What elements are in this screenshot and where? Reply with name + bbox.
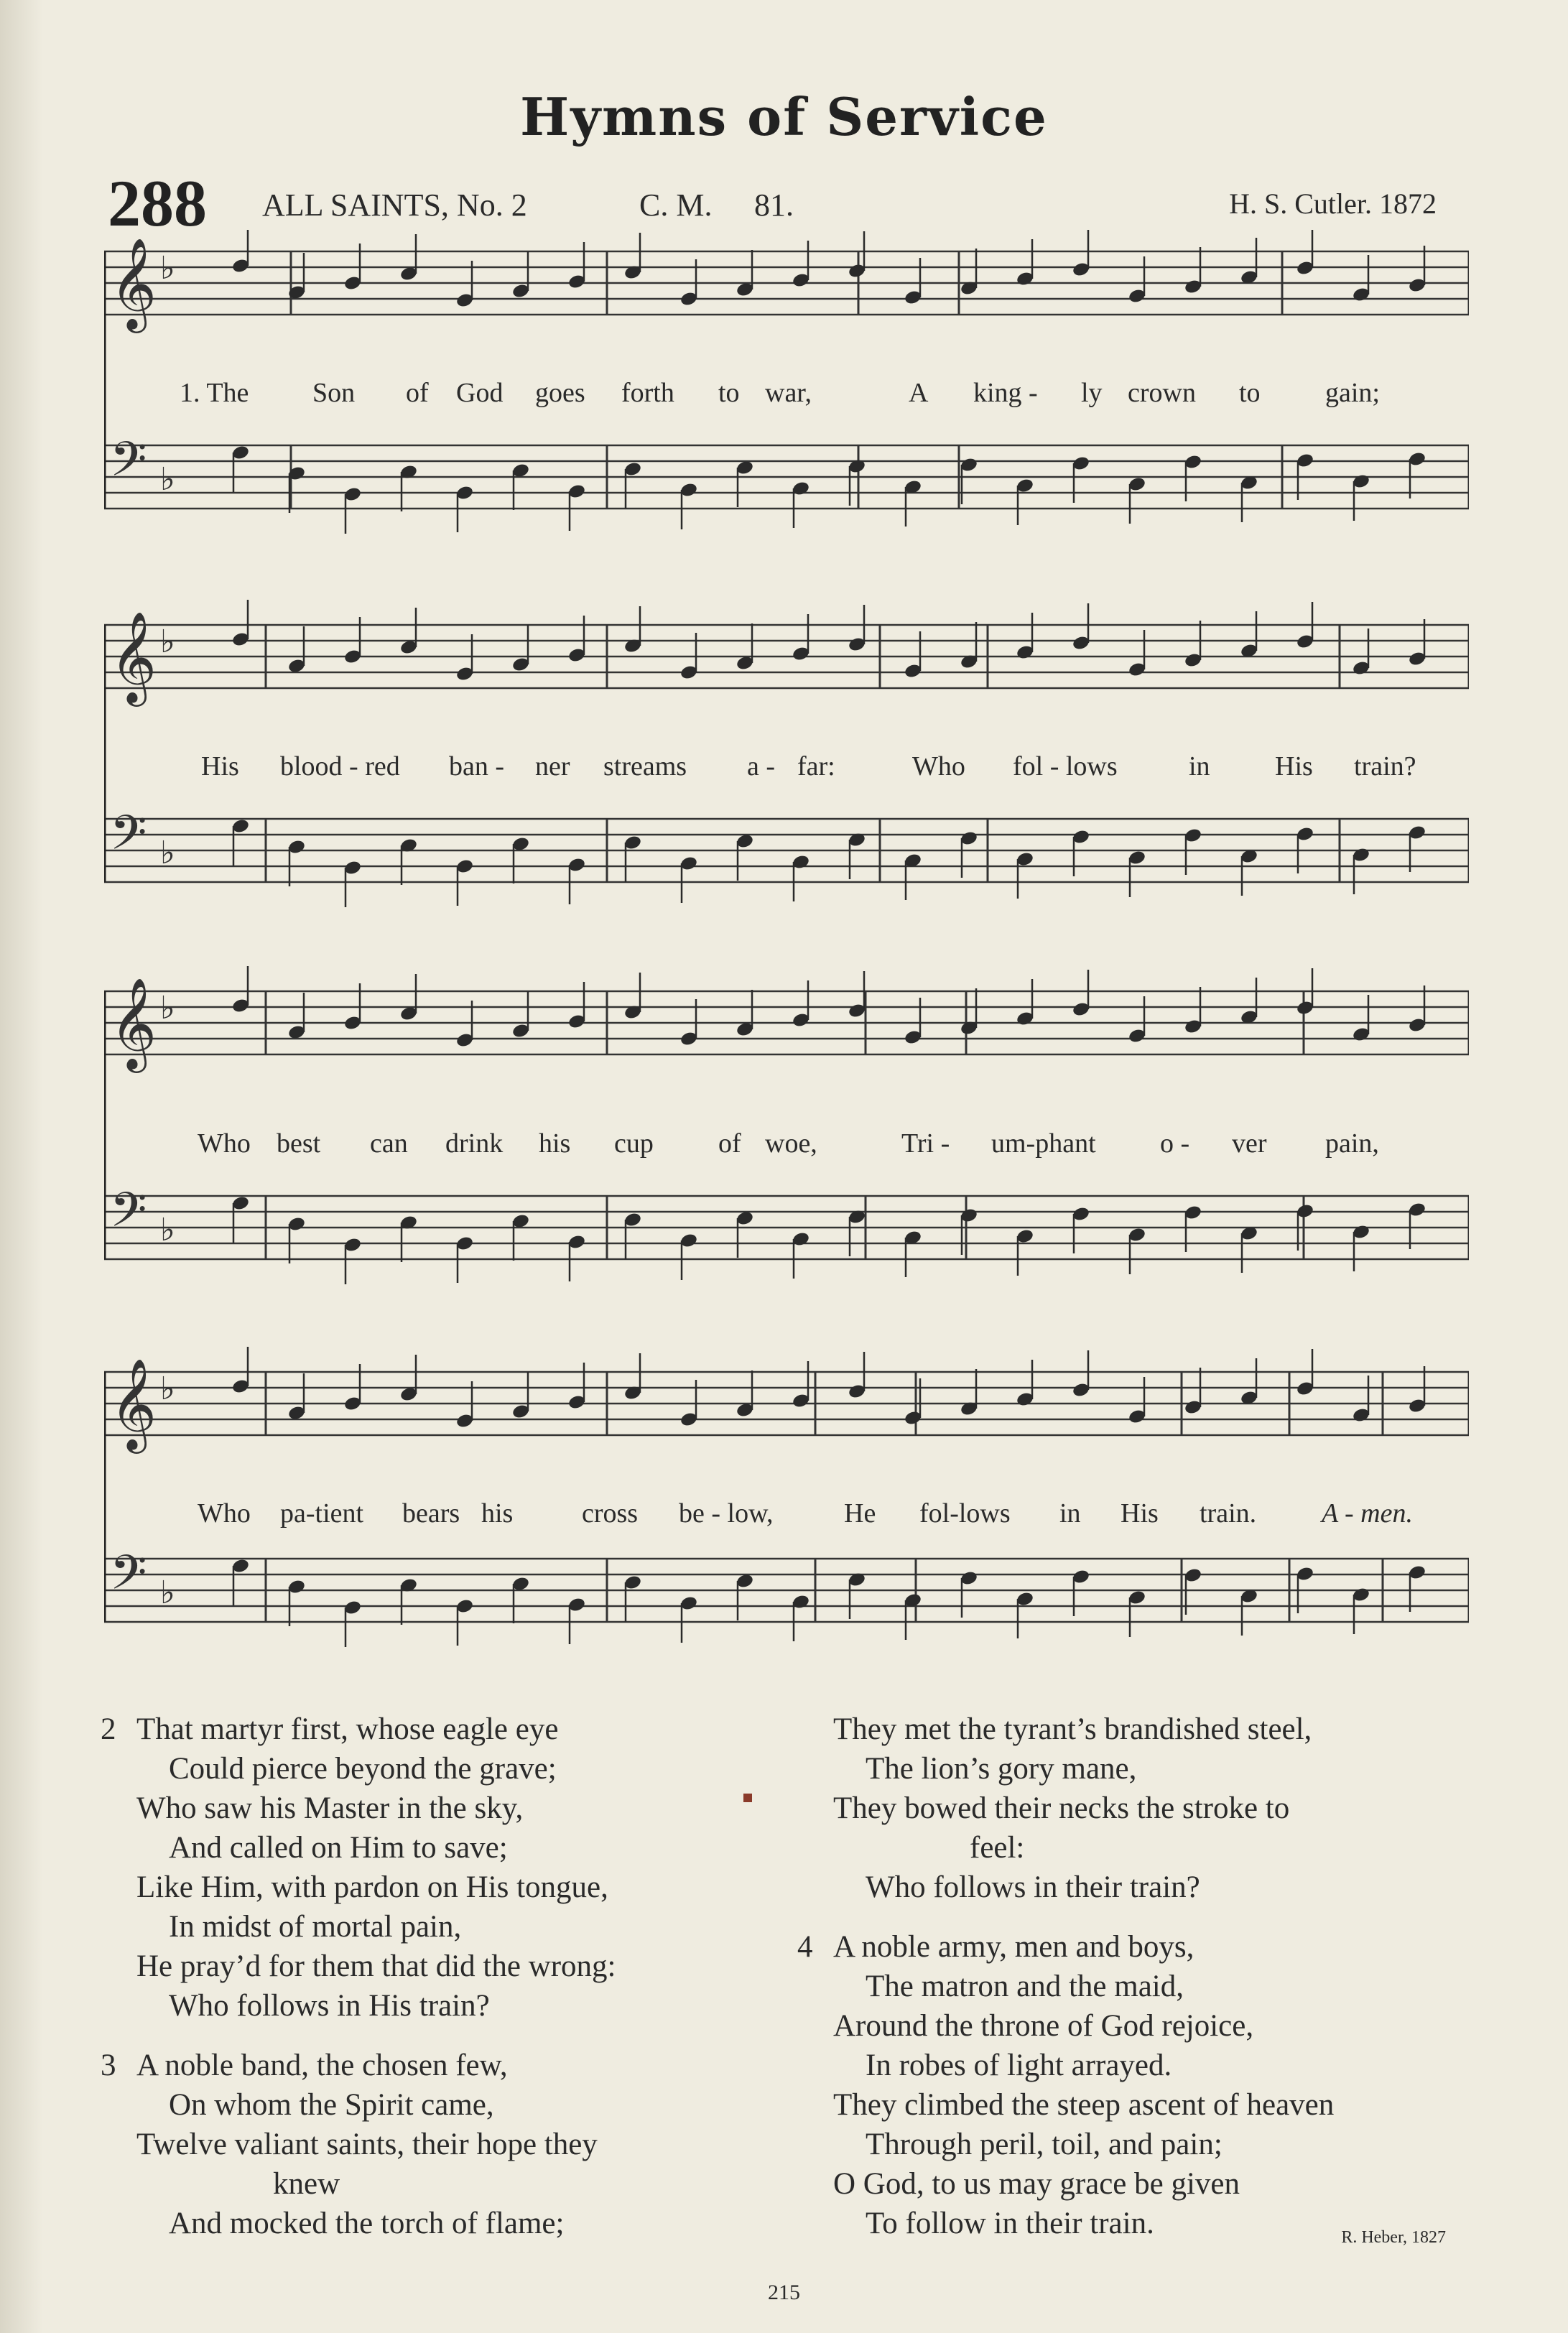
lyric-syllable: to [1239, 378, 1261, 408]
verses-right-column [797, 1710, 1465, 2263]
key-signature-flat-icon: ♭ [160, 990, 175, 1026]
verse-line: knew [273, 2167, 340, 2201]
music-system-3 [104, 966, 1469, 1311]
key-signature-flat-icon: ♭ [160, 1212, 175, 1248]
verse-number: 4 [797, 1930, 813, 1964]
key-signature-flat-icon: ♭ [160, 835, 175, 871]
composer: H. S. Cutler. 1872 [1229, 187, 1437, 220]
text-attribution: R. Heber, 1827 [1341, 2228, 1446, 2247]
meter: C. M. [639, 187, 713, 223]
lyric-syllable: ver [1232, 1128, 1267, 1159]
treble-clef-icon: 𝄞 [110, 237, 157, 329]
lyric-syllable: his [481, 1498, 514, 1529]
verse-line: Could pierce beyond the grave; [169, 1752, 557, 1786]
lyric-syllable: drink [445, 1128, 504, 1159]
lyric-syllable: God [456, 378, 504, 408]
verse [797, 1927, 1465, 2243]
lyric-syllable: Who [912, 751, 965, 781]
key-signature-flat-icon: ♭ [160, 623, 175, 660]
bass-clef-icon: 𝄢 [110, 432, 147, 498]
lyric-syllable: um-phant [991, 1128, 1096, 1159]
lyric-syllable: woe, [765, 1128, 817, 1159]
page-header-title: Hymns of Service [520, 86, 1048, 147]
lyric-syllable: of [406, 378, 429, 408]
lyric-syllable: blood - red [280, 751, 400, 781]
verse-line: Who follows in His train? [169, 1989, 490, 2023]
verse-line: They met the tyrant’s brandished steel, [833, 1712, 1312, 1746]
lyric-syllable: His [1275, 751, 1313, 781]
verse [101, 1710, 769, 2026]
verse-line: That martyr first, whose eagle eye [136, 1712, 559, 1746]
lyric-syllable: Son [312, 378, 356, 408]
lyric-syllable: pa-tient [280, 1498, 364, 1529]
verse-line: Who follows in their train? [866, 1870, 1200, 1904]
verse-line: The matron and the maid, [866, 1970, 1184, 2003]
lyric-syllable: his [539, 1128, 571, 1159]
lyric-syllable: Tri - [901, 1128, 950, 1159]
tune-name: ALL SAINTS, No. 2 [262, 187, 527, 223]
verse-line: In midst of mortal pain, [169, 1910, 462, 1944]
verse-line: Around the throne of God rejoice, [833, 2009, 1254, 2043]
lyric-syllable: be - low, [679, 1498, 774, 1529]
verse-line: And called on Him to save; [169, 1831, 508, 1865]
verses-left-column [101, 1710, 769, 2263]
lyric-syllable: His [201, 751, 239, 781]
lyric-line-2 [104, 751, 1469, 794]
verse-line: A noble army, men and boys, [833, 1930, 1194, 1964]
lyric-syllable: can [370, 1128, 408, 1159]
verse-line: On whom the Spirit came, [169, 2088, 494, 2122]
lyric-syllable: forth [621, 378, 674, 408]
lyric-syllable: best [277, 1128, 321, 1159]
verse-number: 3 [101, 2049, 116, 2082]
verse-line: feel: [970, 1831, 1025, 1865]
key-signature-flat-icon: ♭ [160, 1370, 175, 1407]
lyric-syllable: cup [614, 1128, 654, 1159]
lyric-syllable: ban - [449, 751, 505, 781]
bass-clef-icon: 𝄢 [110, 1182, 147, 1249]
key-signature-flat-icon: ♭ [160, 1574, 175, 1611]
lyric-syllable: king - [973, 378, 1038, 408]
verse-line: The lion’s gory mane, [866, 1752, 1137, 1786]
lyric-syllable: war, [765, 378, 812, 408]
verse-line: O God, to us may grace be given [833, 2167, 1240, 2201]
verse-line: They bowed their necks the stroke to [833, 1791, 1290, 1825]
lyric-syllable: bears [402, 1498, 460, 1529]
lyric-syllable: train? [1354, 751, 1416, 781]
lyric-syllable: ly [1081, 378, 1103, 408]
lyric-syllable: Who [198, 1498, 251, 1529]
treble-clef-icon: 𝄞 [110, 611, 157, 702]
lyric-syllable: A [909, 378, 929, 408]
verse [101, 2046, 769, 2243]
music-system-1 [104, 230, 1469, 575]
treble-clef-icon: 𝄞 [110, 1358, 157, 1450]
verses-section [101, 1710, 1465, 2255]
meter-number: 81. [754, 187, 794, 223]
verse-line: Like Him, with pardon on His tongue, [136, 1870, 608, 1904]
bass-clef-icon: 𝄢 [110, 805, 147, 872]
key-signature-flat-icon: ♭ [160, 250, 175, 287]
verse-line: To follow in their train. [866, 2207, 1154, 2240]
lyric-syllable: 1. The [180, 378, 249, 408]
verse-line: Twelve valiant saints, their hope they [136, 2128, 598, 2161]
verse-line: And mocked the torch of flame; [169, 2207, 565, 2240]
lyric-syllable: pain, [1325, 1128, 1379, 1159]
verse-line: In robes of light arrayed. [866, 2049, 1172, 2082]
lyric-syllable: a - [747, 751, 776, 781]
page-number: 215 [768, 2281, 800, 2304]
lyric-syllable: ner [535, 751, 570, 781]
lyric-syllable: o - [1160, 1128, 1190, 1159]
verse-line: Who saw his Master in the sky, [136, 1791, 524, 1825]
lyric-line-3 [104, 1128, 1469, 1171]
page-marker [743, 1794, 752, 1802]
hymn-number: 288 [108, 167, 207, 240]
lyric-line-4 [104, 1498, 1469, 1541]
bass-clef-icon: 𝄢 [110, 1545, 147, 1612]
lyric-syllable: His [1121, 1498, 1159, 1529]
lyric-syllable: in [1189, 751, 1210, 781]
lyric-syllable: He [844, 1498, 876, 1529]
hymn-header [108, 165, 1437, 240]
verse-line: He pray’d for them that did the wrong: [136, 1949, 616, 1983]
lyric-syllable: A - men. [1322, 1498, 1413, 1529]
verse-line: A noble band, the chosen few, [136, 2049, 508, 2082]
lyric-syllable: of [718, 1128, 741, 1159]
lyric-syllable: to [718, 378, 740, 408]
lyric-syllable: fol-lows [919, 1498, 1011, 1529]
lyric-syllable: cross [582, 1498, 639, 1529]
lyric-syllable: Who [198, 1128, 251, 1159]
lyric-syllable: fol - lows [1013, 751, 1118, 781]
lyric-syllable: goes [535, 378, 585, 408]
lyric-syllable: in [1059, 1498, 1081, 1529]
verse-line: They climbed the steep ascent of heaven [833, 2088, 1335, 2122]
key-signature-flat-icon: ♭ [160, 461, 175, 498]
page-binding-edge [0, 0, 43, 2333]
lyric-syllable: train. [1200, 1498, 1257, 1529]
verse-number: 2 [101, 1712, 116, 1746]
lyric-syllable: far: [797, 751, 835, 781]
lyric-syllable: streams [603, 751, 687, 781]
lyric-line-1 [104, 377, 1469, 420]
music-system-2 [104, 589, 1469, 934]
music-system-4 [104, 1343, 1469, 1688]
verse [797, 1710, 1465, 1907]
verse-line: Through peril, toil, and pain; [866, 2128, 1223, 2161]
lyric-syllable: gain; [1325, 378, 1380, 408]
treble-clef-icon: 𝄞 [110, 977, 157, 1069]
lyric-syllable: crown [1128, 378, 1196, 408]
